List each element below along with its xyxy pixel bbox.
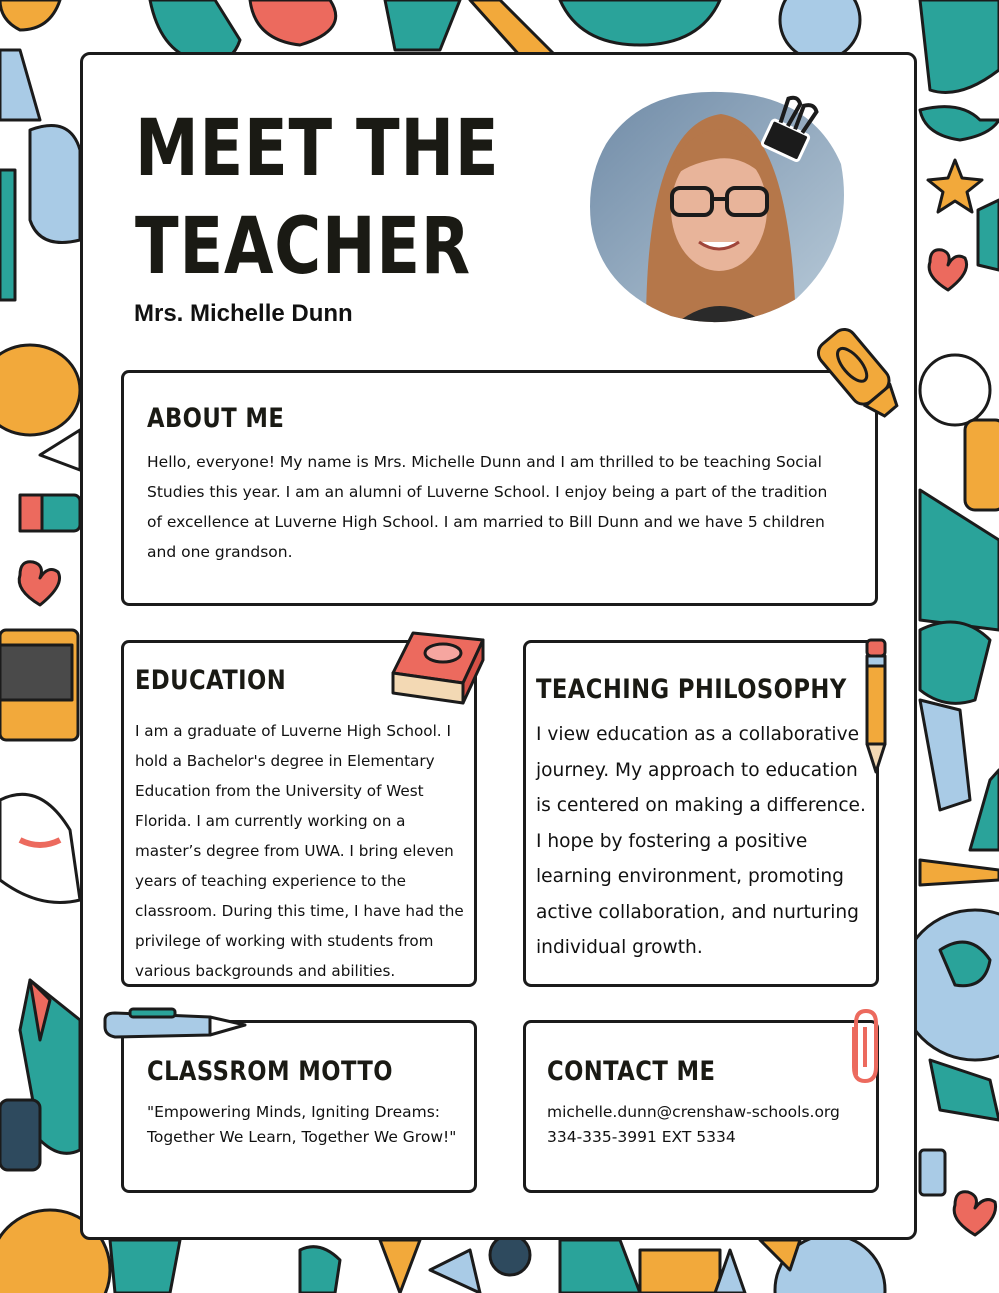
contact-email[interactable]: michelle.dunn@crenshaw-schools.org	[547, 1103, 840, 1121]
title-line-2: TEACHER	[135, 202, 471, 292]
motto-heading: CLASSROM MOTTO	[147, 1056, 393, 1087]
motto-card	[121, 1020, 477, 1193]
page-title	[135, 100, 499, 296]
heart-icon	[19, 562, 59, 605]
about-card	[121, 370, 878, 606]
marker-icon	[806, 322, 916, 432]
contact-heading: CONTACT ME	[547, 1056, 716, 1087]
contact-phone[interactable]: 334-335-3991 EXT 5334	[547, 1128, 736, 1146]
star-icon	[928, 160, 982, 212]
contact-details	[547, 1100, 847, 1150]
teacher-name: Mrs. Michelle Dunn	[134, 300, 353, 327]
philosophy-card	[523, 640, 879, 987]
about-text: Hello, everyone! My name is Mrs. Michelle Dunn and I am thrilled to be teaching Social Studies this year. I am an alumni of Luverne School. I enjoy being a part of the tradition of excellence at Luverne High School. I am married to Bill Dunn and we have 5 children and one grandson.	[147, 453, 828, 561]
philosophy-text: I view education as a collaborative journey. My approach to education is centered on making a difference. I hope by fostering a positive learning environment, promoting active collaboration, and nurturing individual growth.	[536, 724, 866, 958]
teacher-photo	[586, 84, 848, 328]
heart-icon	[954, 1192, 995, 1235]
pen-icon	[100, 1005, 250, 1045]
education-text: I am a graduate of Luverne High School. I hold a Bachelor's degree in Elementary Education from the University of West Florida. I am currently working on a master’s degree from UWA. I bring eleven years of teaching experience to the classroom. During this time, I have had the privilege of working with students from various backgrounds and abilities.	[135, 722, 464, 980]
cone-icon	[385, 0, 460, 50]
contact-card	[523, 1020, 879, 1193]
motto-text: "Empowering Minds, Igniting Dreams: Together We Learn, Together We Grow!"	[147, 1103, 457, 1146]
education-heading: EDUCATION	[135, 665, 287, 696]
title-line-1: MEET THE	[135, 104, 500, 194]
about-heading: ABOUT ME	[147, 403, 285, 434]
paperclip-icon	[846, 1005, 882, 1087]
book-icon	[388, 628, 488, 710]
heart-icon	[929, 250, 966, 290]
pencil-icon	[862, 638, 890, 776]
philosophy-heading: TEACHING PHILOSOPHY	[536, 674, 847, 705]
